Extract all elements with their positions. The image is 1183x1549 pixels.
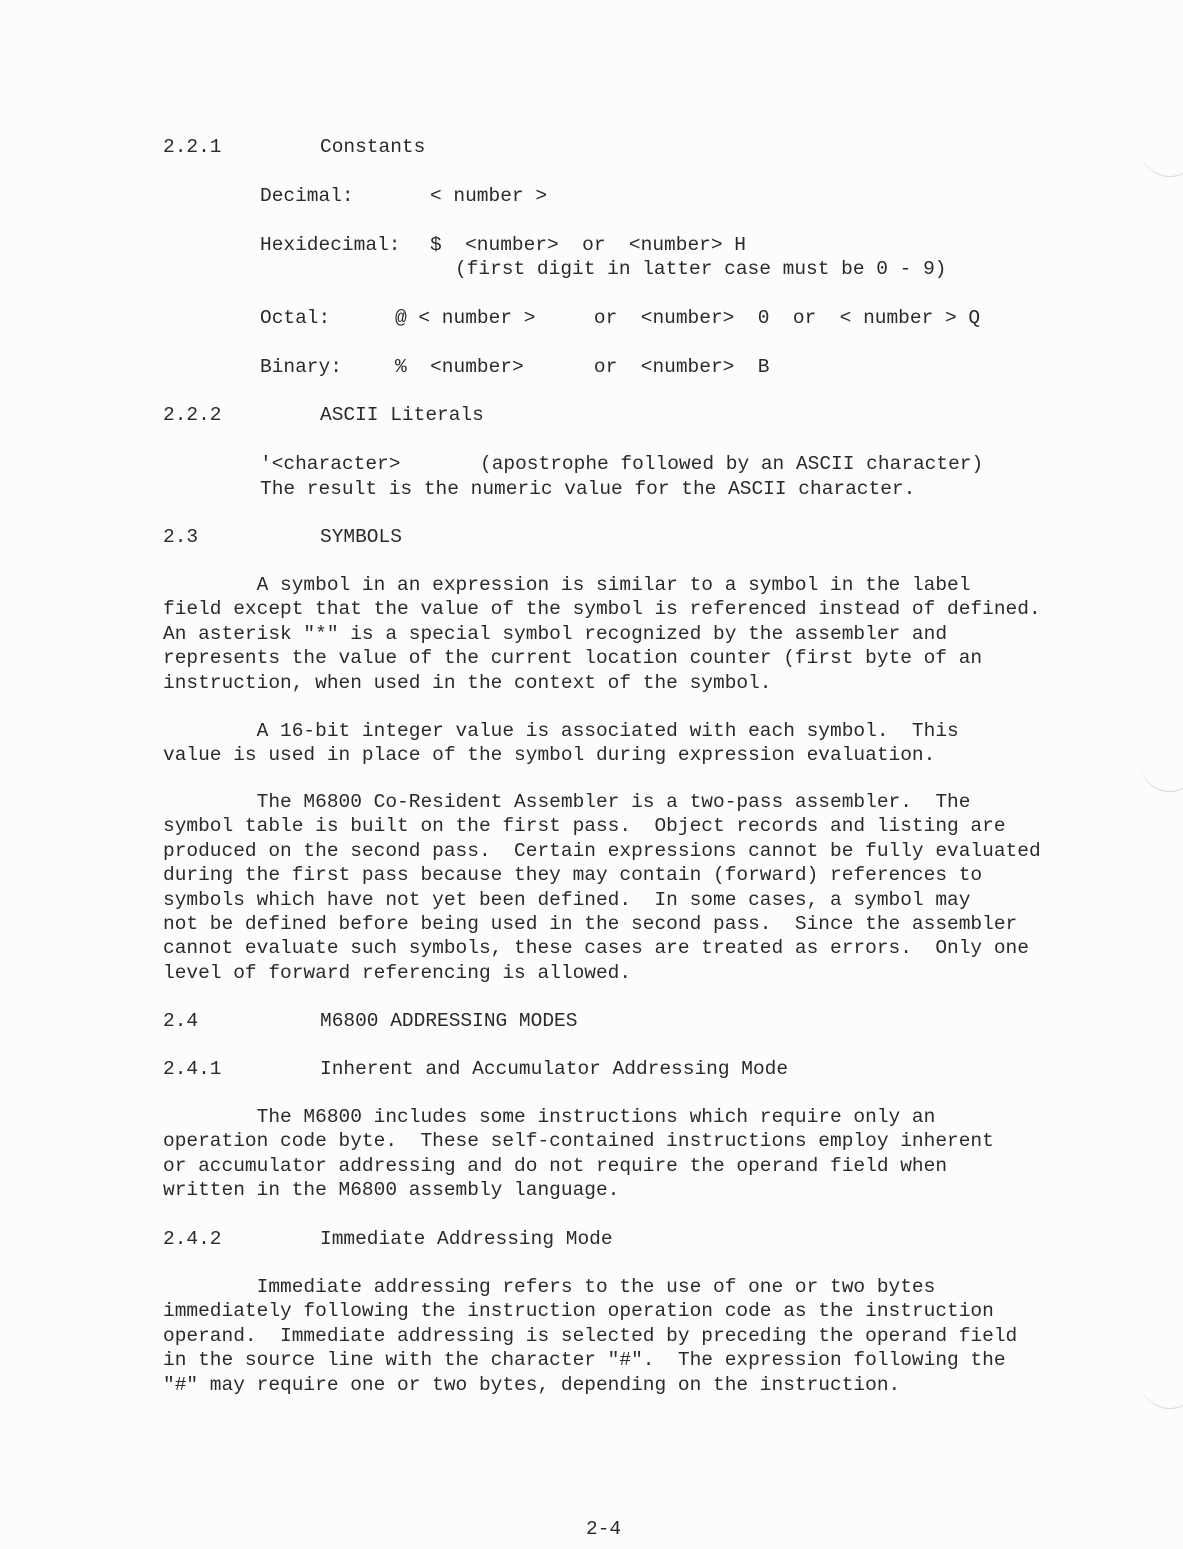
literal-result: The result is the numeric value for the ASCII character. <box>260 478 916 500</box>
decimal-value: < number > <box>430 185 548 207</box>
section-number: 2.4.2 <box>163 1228 222 1250</box>
hex-note: (first digit in latter case must be 0 - 9) <box>455 258 947 280</box>
hex-value: $ <number> or <number> H <box>430 234 746 256</box>
octal-value: @ < number > or <number> 0 or < number > Q <box>395 307 981 329</box>
section-title: ASCII Literals <box>320 404 484 426</box>
punch-hole-mark <box>1140 745 1183 792</box>
literal-description: (apostrophe followed by an ASCII character) <box>480 453 984 475</box>
body-paragraph: The M6800 includes some instructions which require only an operation code byte. These self-contained instructions employ inherent or accumulator addressing and do not require the operand field when written in the M6800 assembly language. <box>163 1106 994 1202</box>
binary-value: % <number> or <number> B <box>395 356 770 378</box>
binary-label: Binary: <box>260 356 342 378</box>
body-paragraph: A symbol in an expression is similar to a symbol in the label field except that the value of the symbol is referenced instead of defined. An asterisk "*" is a special symbol recognized by the assembler and represents the value of the current location counter (first byte of an instruction, when used in the context of the symbol. <box>163 574 1041 694</box>
section-title: M6800 ADDRESSING MODES <box>320 1010 578 1032</box>
section-title: SYMBOLS <box>320 526 402 548</box>
decimal-label: Decimal: <box>260 185 354 207</box>
section-number: 2.4 <box>163 1010 199 1032</box>
section-number: 2.2.1 <box>163 136 222 158</box>
literal-form: '<character> <box>260 453 401 475</box>
section-number: 2.2.2 <box>163 404 222 426</box>
section-number: 2.4.1 <box>163 1058 222 1080</box>
section-title: Immediate Addressing Mode <box>320 1228 613 1250</box>
punch-hole-mark <box>1140 130 1183 177</box>
hex-label: Hexidecimal: <box>260 234 401 256</box>
page-number: 2-4 <box>586 1518 622 1540</box>
octal-label: Octal: <box>260 307 331 329</box>
punch-hole-mark <box>1140 1362 1183 1409</box>
body-paragraph: Immediate addressing refers to the use of one or two bytes immediately following the instruction operation code as the instruction operand. Immediate addressing is selected by preceding the operand field in the source line with the character "#". The expression following the "#" may require one or two bytes, depending on the instruction. <box>163 1276 1018 1396</box>
body-paragraph: The M6800 Co-Resident Assembler is a two-pass assembler. The symbol table is built on the first pass. Object records and listing are produced on the second pass. Certain expressions cannot be fully evaluated during the first pass because they may contain (forward) references to symbols which have not yet been defined. In some cases, a symbol may not be defined before being used in the second pass. Since the assembler cannot evaluate such symbols, these cases are treated as errors. Only one level of forward referencing is allowed. <box>163 791 1041 984</box>
body-paragraph: A 16-bit integer value is associated with each symbol. This value is used in place of the symbol during expression evaluation. <box>163 720 959 767</box>
section-number: 2.3 <box>163 526 199 548</box>
section-title: Inherent and Accumulator Addressing Mode <box>320 1058 789 1080</box>
section-title: Constants <box>320 136 426 158</box>
